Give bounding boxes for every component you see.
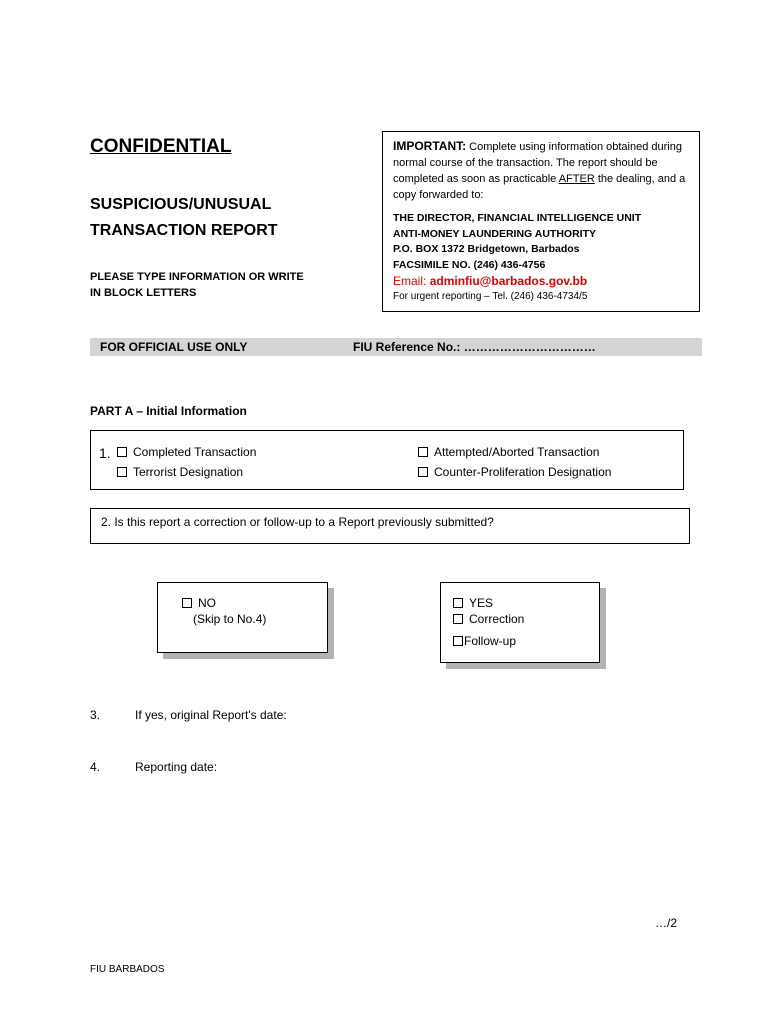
- option-completed-transaction[interactable]: [117, 445, 256, 459]
- question-1-number: 1.: [99, 445, 111, 461]
- no-option[interactable]: [182, 595, 327, 611]
- question-2-box: [90, 508, 690, 544]
- no-option-box: [157, 582, 328, 653]
- attempted-transaction-checkbox[interactable]: [418, 447, 428, 457]
- option-counter-proliferation[interactable]: [418, 465, 611, 479]
- option-attempted-transaction[interactable]: [418, 445, 599, 459]
- yes-label: YES: [469, 596, 494, 610]
- address-line1: THE DIRECTOR, FINANCIAL INTELLIGENCE UNIT: [393, 212, 642, 224]
- report-title: [90, 192, 278, 244]
- email-label: Email:: [393, 274, 430, 288]
- followup-option[interactable]: [453, 633, 599, 649]
- email-link[interactable]: adminfiu@barbados.gov.bb: [429, 274, 588, 288]
- address-line3: P.O. BOX 1372 Bridgetown, Barbados: [393, 243, 580, 255]
- followup-checkbox[interactable]: [453, 636, 463, 646]
- attempted-transaction-label: Attempted/Aborted Transaction: [434, 445, 600, 459]
- counter-proliferation-checkbox[interactable]: [418, 467, 428, 477]
- important-after-word: AFTER: [558, 173, 595, 185]
- counter-proliferation-label: Counter-Proliferation Designation: [434, 465, 612, 479]
- report-title-line1: SUSPICIOUS/UNUSUAL: [90, 196, 272, 213]
- completed-transaction-label: Completed Transaction: [133, 445, 257, 459]
- important-label: IMPORTANT:: [393, 139, 467, 153]
- no-label: NO: [198, 596, 216, 610]
- yes-checkbox[interactable]: [453, 598, 463, 608]
- part-a-heading: PART A – Initial Information: [90, 404, 247, 418]
- skip-note: (Skip to No.4): [193, 612, 267, 626]
- question-3-number: 3.: [90, 708, 101, 722]
- important-text-part2: the dealing, and a copy forwarded to:: [393, 173, 686, 201]
- question-2-text: 2. Is this report a correction or follow-up to a Report previously submitted?: [101, 515, 494, 529]
- question-4-text: Reporting date:: [135, 760, 218, 774]
- important-text: [393, 138, 689, 203]
- question-4-number: 4.: [90, 760, 101, 774]
- report-title-line2: TRANSACTION REPORT: [90, 222, 278, 239]
- followup-label: Follow-up: [464, 634, 517, 648]
- question-3-text: If yes, original Report's date:: [135, 708, 287, 722]
- instruction-line1: PLEASE TYPE INFORMATION OR WRITE: [90, 271, 304, 283]
- important-text-part1: Complete using information obtained during normal course of the transaction. The report should be completed as soon as practicable: [393, 141, 682, 185]
- page-indicator: …/2: [655, 916, 678, 930]
- yes-option[interactable]: [453, 595, 599, 611]
- page-footer: FIU BARBADOS: [90, 964, 165, 975]
- urgent-reporting-line: For urgent reporting – Tel. (246) 436-4734/5: [393, 291, 588, 302]
- correction-checkbox[interactable]: [453, 614, 463, 624]
- option-terrorist-designation[interactable]: [117, 465, 243, 479]
- correction-label: Correction: [469, 612, 525, 626]
- address-line2: ANTI-MONEY LAUNDERING AUTHORITY: [393, 227, 596, 240]
- form-instruction: [90, 269, 304, 301]
- confidential-heading: CONFIDENTIAL: [90, 136, 232, 157]
- question-1-box: [90, 430, 684, 490]
- yes-option-box: [440, 582, 600, 663]
- fax-number: FACSIMILE NO. (246) 436-4756: [393, 258, 546, 271]
- terrorist-designation-label: Terrorist Designation: [133, 465, 244, 479]
- completed-transaction-checkbox[interactable]: [117, 447, 127, 457]
- email-line: [393, 273, 689, 289]
- instruction-line2: IN BLOCK LETTERS: [90, 287, 197, 299]
- official-use-label: FOR OFFICIAL USE ONLY: [100, 340, 248, 354]
- correction-option[interactable]: [453, 611, 599, 627]
- official-use-bar: [90, 338, 702, 356]
- terrorist-designation-checkbox[interactable]: [117, 467, 127, 477]
- fiu-address: [393, 211, 689, 273]
- important-notice-box: [382, 131, 700, 312]
- no-checkbox[interactable]: [182, 598, 192, 608]
- fiu-reference-field[interactable]: FIU Reference No.: ……………………………: [353, 340, 596, 354]
